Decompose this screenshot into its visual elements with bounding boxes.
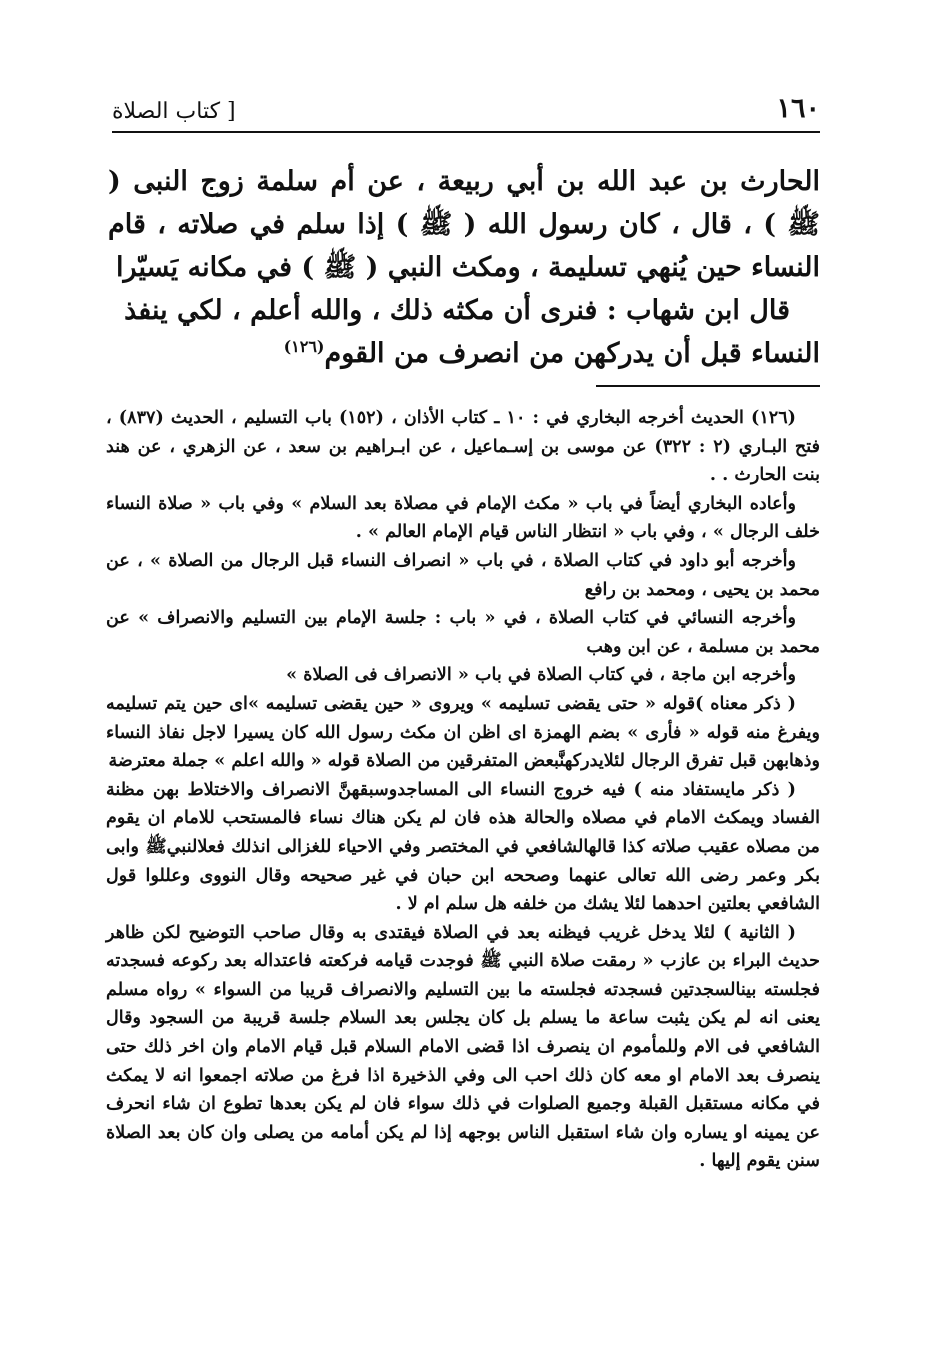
footnote-reference: (١٢٦) (283, 337, 325, 356)
footnote-paragraph: وأخرجه ابن ماجة ، في كتاب الصلاة في باب « الانصراف فى الصلاة » (286, 664, 796, 686)
main-text (108, 160, 820, 375)
running-title: [ كتاب الصلاة (112, 99, 236, 124)
footnote-paragraph: وأخرجه النسائي في كتاب الصلاة ، في « باب : جلسة الإمام بين التسليم والانصراف » عن محمد بن مسلمة ، عن ابن وهب (106, 607, 820, 657)
footnote-paragraph: ( ذكر معناه )قوله « حتى يقضى تسليمه » ويروى « حين يقضى تسليمه »اى حين يتم تسليمه ويفرغ منه قوله « فأرى » بضم الهمزة اى اظن ان مكث رسول الله كان يسيرا لاجل نفاذ النساء وذهابهن قبل تفرق الرجال لئلايدركهنَّبعض المتفرقين من الصلاة قوله « والله اعلم » جملة معترضة (106, 692, 820, 772)
page-number: ١٦٠ (776, 93, 820, 124)
footnote-paragraph: ( الثانية ) لئلا يدخل غريب فيظنه بعد في الصلاة فيقتدى به وقال صاحب التوضيح لكن ظاهر حديث البراء بن عازب « رمقت صلاة النبي ﷺ فوجدت قيامه فركعته فاعتداله بعد ركوعه فسجدته فجلسته بينالسجدتين فسجدته فجلسته ما بين التسليم والانصراف قريبا من السواء » رواه مسلم يعنى انه لم يكن يثبت ساعة ما يسلم بل كان يجلس بعد السلام جلسة قريبة من السجود وقال الشافعي فى الام وللمأموم ان ينصرف اذا قضى الامام السلام قبل قيام الامام وان اخر ذلك حتى ينصرف بعد الامام او معه كان ذلك احب الى وفي الذخيرة اذا فرغ من صلاته اجمعوا انه لا يمكث في مكانه مستقبل القبلة وجميع الصلوات في ذلك سواء فان لم يكن بعدها تطوع ان شاء انحرف عن يمينه او يساره وان شاء استقبل الناس بوجهه إذا لم يكن أمامه من يصلى وان كان بعد الصلاة سنن يقوم إليها . (106, 921, 820, 1172)
main-paragraph (108, 289, 820, 375)
main-paragraph: الحارث بن عبد الله بن أبي ربيعة ، عن أم سلمة زوج النبى ( ﷺ ) ، قال ، كان رسول الله ( ﷺ ) إذا سلم في صلاته ، قام النساء حين يُنهي تسليمة ، ومكث النبي ( ﷺ ) في مكانه يَسيّرا (108, 166, 820, 283)
footnotes (106, 404, 820, 1176)
footnote-paragraph: ( ذكر مايستفاد منه ) فيه خروج النساء الى المساجدوسبقهنَّ الانصراف والاختلاط بهن مظنة الفساد ويمكث الامام في مصلاه والحالة هذه فان لم يكن هناك نساء فالمستحب للامام ان يقوم من مصلاه عقيب صلاته كذا قالهالشافعي في المختصر وفي الاحياء للغزالى انذلك فعلالنبيﷺ وابى بكر وعمر رضى الله تعالى عنهما وصححه ابن حبان في غير صحيحه وقال النووى وعللوا قول الشافعي بعلتين احدهما لئلا يشك من خلفه هل سلم ام لا . (106, 778, 820, 915)
footnote-paragraph: (١٢٦) الحديث أخرجه البخاري في : ١٠ ـ كتاب الأذان ، (١٥٢) باب التسليم ، الحديث (٨٣٧) ، فتح البـاري (٢ : ٣٢٢) عن موسى بن إسـماعيل ، عن ابـراهيم بن سعد ، عن الزهري ، عن هند بنت الحارث . . (106, 407, 821, 486)
footnote-rule (596, 385, 820, 387)
page-header (112, 84, 820, 124)
main-paragraph-text: قال ابن شهاب : فنرى أن مكثه ذلك ، والله أعلم ، لكي ينفذ النساء قبل أن يدركهن من انصرف من القوم (124, 295, 820, 369)
footnote-paragraph: وأعاده البخاري أيضاً في باب « مكث الإمام في مصلاة بعد السلام » وفي باب « صلاة النساء خلف الرجال » ، وفي باب « انتظار الناس قيام الإمام العالم » . (106, 492, 820, 543)
footnote-paragraph: وأخرجه أبو داود في كتاب الصلاة ، في باب « انصراف النساء قبل الرجال من الصلاة » ، عن محمد بن يحيى ، ومحمد بن رافع (106, 549, 820, 600)
header-rule (112, 131, 820, 133)
